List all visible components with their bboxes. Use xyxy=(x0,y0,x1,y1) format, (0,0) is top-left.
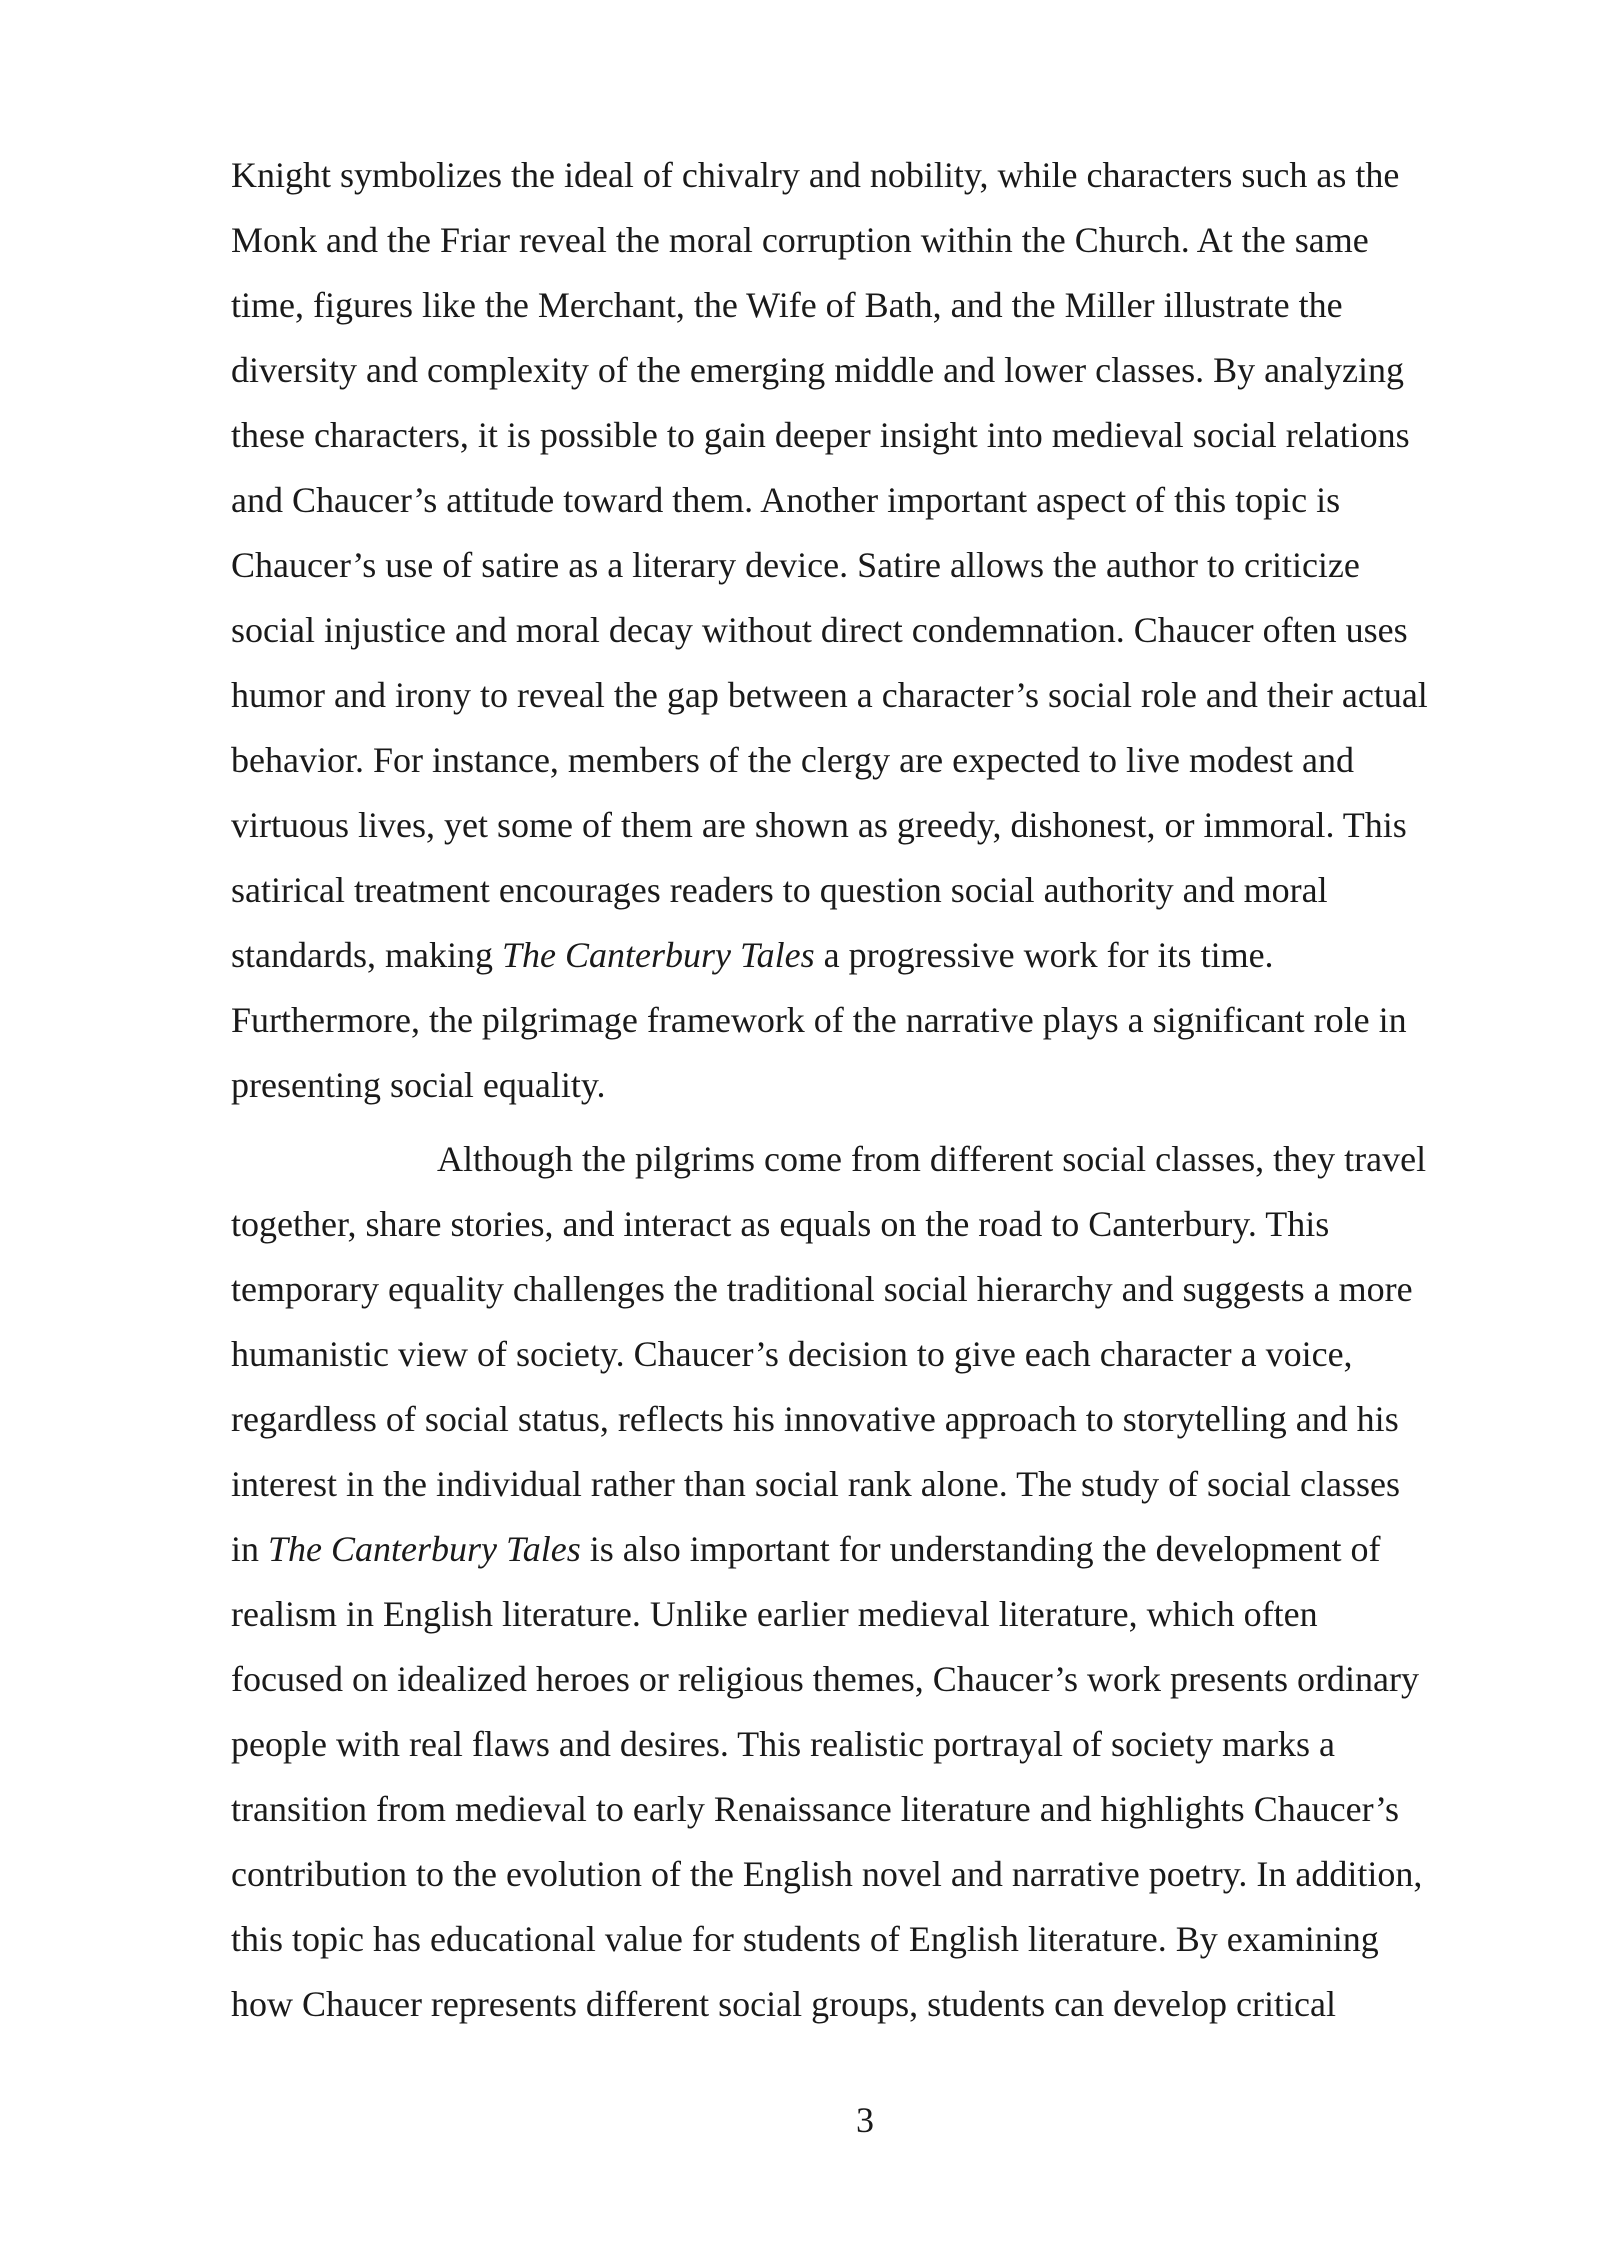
text-segment: how Chaucer represents different social groups, students can develop critical xyxy=(231,1984,1336,2024)
text-line xyxy=(231,1527,1381,1571)
text-line xyxy=(231,218,1369,262)
text-segment: behavior. For instance, members of the clergy are expected to live modest and xyxy=(231,740,1354,780)
text-line xyxy=(231,1462,1400,1506)
italic-title: The Canterbury Tales xyxy=(268,1529,581,1569)
text-segment: regardless of social status, reflects his innovative approach to storytelling and his xyxy=(231,1399,1399,1439)
text-line xyxy=(231,153,1399,197)
text-line xyxy=(231,1917,1379,1961)
text-line xyxy=(231,608,1408,652)
text-segment: virtuous lives, yet some of them are shown as greedy, dishonest, or immoral. This xyxy=(231,805,1407,845)
text-line xyxy=(231,1657,1419,1701)
text-segment: focused on idealized heroes or religious themes, Chaucer’s work presents ordinary xyxy=(231,1659,1419,1699)
text-segment: standards, making xyxy=(231,935,502,975)
text-line xyxy=(231,933,1274,977)
text-segment: this topic has educational value for students of English literature. By examining xyxy=(231,1919,1379,1959)
text-segment: Although the pilgrims come from different social classes, they travel xyxy=(437,1139,1427,1179)
italic-title: The Canterbury Tales xyxy=(501,935,815,975)
text-line xyxy=(231,1852,1422,1896)
text-segment: satirical treatment encourages readers to question social authority and moral xyxy=(231,870,1328,910)
text-line xyxy=(231,998,1407,1042)
text-segment: humanistic view of society. Chaucer’s decision to give each character a voice, xyxy=(231,1334,1353,1374)
text-line xyxy=(231,543,1360,587)
text-line xyxy=(231,803,1407,847)
text-line xyxy=(231,413,1410,457)
text-segment: contribution to the evolution of the English novel and narrative poetry. In addition, xyxy=(231,1854,1423,1894)
text-segment: Monk and the Friar reveal the moral corruption within the Church. At the same xyxy=(231,220,1369,260)
text-line xyxy=(231,1202,1329,1246)
text-segment: people with real flaws and desires. This realistic portrayal of society marks a xyxy=(231,1724,1335,1764)
text-line xyxy=(231,1397,1399,1441)
text-segment: Chaucer’s use of satire as a literary device. Satire allows the author to criticize xyxy=(231,545,1360,585)
text-segment: temporary equality challenges the traditional social hierarchy and suggests a more xyxy=(231,1269,1413,1309)
text-segment: realism in English literature. Unlike earlier medieval literature, which often xyxy=(231,1594,1318,1634)
text-line xyxy=(231,478,1340,522)
text-line xyxy=(231,1063,606,1107)
text-segment: presenting social equality. xyxy=(231,1065,606,1105)
text-segment: interest in the individual rather than social rank alone. The study of social classes xyxy=(231,1464,1400,1504)
text-line xyxy=(231,1722,1335,1766)
text-line xyxy=(231,348,1404,392)
text-segment: Knight symbolizes the ideal of chivalry and nobility, while characters such as the xyxy=(231,155,1400,195)
text-segment: is also important for understanding the development of xyxy=(580,1529,1381,1569)
text-segment: humor and irony to reveal the gap between a character’s social role and their actual xyxy=(231,675,1428,715)
text-segment: and Chaucer’s attitude toward them. Another important aspect of this topic is xyxy=(231,480,1341,520)
text-segment: these characters, it is possible to gain deeper insight into medieval social relations xyxy=(231,415,1410,455)
text-line xyxy=(231,1592,1318,1636)
text-line xyxy=(231,1982,1336,2026)
text-line xyxy=(437,1137,1426,1181)
text-segment: time, figures like the Merchant, the Wife of Bath, and the Miller illustrate the xyxy=(231,285,1343,325)
text-line xyxy=(231,1787,1399,1831)
text-line xyxy=(231,868,1328,912)
text-segment: diversity and complexity of the emerging middle and lower classes. By analyzing xyxy=(231,350,1405,390)
text-segment: transition from medieval to early Renaissance literature and highlights Chaucer’s xyxy=(231,1789,1399,1829)
text-line xyxy=(231,738,1354,782)
text-line xyxy=(231,1332,1353,1376)
text-line xyxy=(231,1267,1413,1311)
text-segment: a progressive work for its time. xyxy=(814,935,1274,975)
text-segment: in xyxy=(231,1529,269,1569)
text-segment: social injustice and moral decay without direct condemnation. Chaucer often uses xyxy=(231,610,1408,650)
text-segment: together, share stories, and interact as equals on the road to Canterbury. This xyxy=(231,1204,1330,1244)
text-line xyxy=(231,673,1428,717)
page-number: 3 xyxy=(856,2100,874,2140)
text-line xyxy=(231,283,1343,327)
text-segment: Furthermore, the pilgrimage framework of the narrative plays a significant role in xyxy=(231,1000,1407,1040)
